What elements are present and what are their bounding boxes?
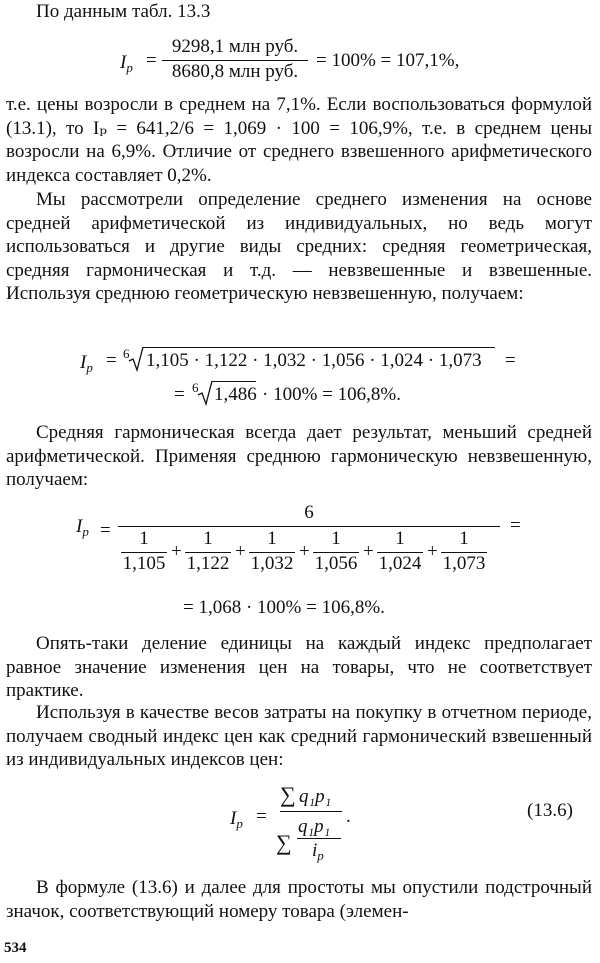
harmonic-term-numerator: 1 xyxy=(395,528,405,549)
harmonic-plus-sign: + xyxy=(171,541,182,562)
harmonic-term-denominator: 1,024 xyxy=(378,553,422,574)
harmonic-term-numerator: 1 xyxy=(139,528,149,549)
page-number: 534 xyxy=(4,940,27,956)
formula3-lhs: $I_p$ xyxy=(76,516,89,539)
formula2-radicand: 1,105 · 1,122 · 1,032 · 1,056 · 1,024 · 1,073 xyxy=(146,350,482,371)
formula1-numerator: 9298,1 млн руб. xyxy=(171,36,299,57)
formula1-result: = 100% = 107,1%, xyxy=(316,50,460,71)
formula3-numerator: 6 xyxy=(304,502,314,523)
harmonic-plus-sign: + xyxy=(299,541,310,562)
equation-number: (13.6) xyxy=(527,800,573,821)
harmonic-term-denominator: 1,073 xyxy=(442,553,486,574)
harmonic-term-numerator: 1 xyxy=(267,528,277,549)
harmonic-term-denominator: 1,056 xyxy=(314,553,358,574)
harmonic-term-denominator: 1,122 xyxy=(186,553,230,574)
radical-sign-icon-2 xyxy=(197,380,213,406)
formula4-dot: . xyxy=(346,806,351,827)
formula2-vinculum-2 xyxy=(212,381,256,382)
formula2-lhs: $I_p$ xyxy=(80,352,93,375)
formula2-result: · 100% = 106,8%. xyxy=(262,384,401,405)
paragraph-result-arithmetic: т.е. цены возросли в среднем на 7,1%. Если воспользоваться формулой (13.1), то Iₚ = 641,2/6 = 1,069 · 100 = 106,9%, т.е. в среднем цены возросли на 6,9%. Отличие от среднего взвешенного арифметического индекса составляет 0,2%. xyxy=(6,94,592,186)
formula1-eq: = xyxy=(146,50,157,71)
formula4-sigma-den: ∑ xyxy=(276,830,292,855)
formula2-root-index: 6 xyxy=(123,346,130,361)
harmonic-plus-sign: + xyxy=(363,541,374,562)
formula2-eq-b: = xyxy=(505,350,516,371)
formula4-main-bar xyxy=(280,811,342,812)
harmonic-term-numerator: 1 xyxy=(459,528,469,549)
paragraph-harmonic: Средняя гармоническая всегда дает результат, меньший средней арифметической. Применяя среднюю гармоническую невзвешенную, получаем: xyxy=(6,422,592,491)
formula2-radicand-2: 1,486 xyxy=(214,384,257,405)
paragraph-other-means: Мы рассмотрели определение среднего изменения на основе средней арифметической из индивидуальных, но ведь могут использоваться и другие виды средних: средняя геометрическая, средняя гармоническая и т.д. — невзвешенные и взвешенные. Используя среднюю геометрическую невзвешенную, получаем: xyxy=(6,189,592,305)
formula4-numerator: q₁p₁ xyxy=(299,786,332,807)
formula2-vinculum xyxy=(143,347,495,348)
paragraph-intro: По данным табл. 13.3 xyxy=(36,1,211,22)
radical-sign-icon xyxy=(128,346,144,372)
paragraph-weighted-harmonic: Используя в качестве весов затраты на покупку в отчетном периоде, получаем сводный индекс цен как средний гармонический взвешенный из индивидуальных индексов цен: xyxy=(6,702,592,771)
formula3-result: = 1,068 · 100% = 106,8%. xyxy=(183,597,385,618)
harmonic-plus-sign: + xyxy=(235,541,246,562)
harmonic-term-denominator: 1,032 xyxy=(250,553,294,574)
harmonic-term-numerator: 1 xyxy=(331,528,341,549)
paragraph-equal-change: Опять-таки деление единицы на каждый индекс предполагает равное значение изменения цен на товары, что не соответствует практике. xyxy=(6,633,592,702)
formula3-eq-b: = xyxy=(510,515,521,536)
formula4-inner-numerator: q₁p₁ xyxy=(298,816,331,837)
formula4-eq: = xyxy=(256,806,267,827)
formula4-sigma-num: ∑ xyxy=(280,782,296,807)
harmonic-plus-sign: + xyxy=(427,541,438,562)
formula4-lhs: $I_p$ xyxy=(230,808,243,831)
formula2-eq-c: = xyxy=(174,384,185,405)
formula4-inner-denominator: $i_p$ xyxy=(312,840,324,863)
paragraph-subscript-note: В формуле (13.6) и далее для простоты мы опустили подстрочный значок, соответствующий номеру товара (элемен- xyxy=(6,877,592,922)
formula1-denominator: 8680,8 млн руб. xyxy=(171,61,299,82)
formula2-root-index-2: 6 xyxy=(192,380,199,395)
formula3-eq-a: = xyxy=(100,520,111,541)
formula2-eq-a: = xyxy=(106,350,117,371)
harmonic-term-denominator: 1,105 xyxy=(122,553,166,574)
harmonic-term-numerator: 1 xyxy=(203,528,213,549)
formula1-lhs: $I_p$ xyxy=(120,52,133,75)
